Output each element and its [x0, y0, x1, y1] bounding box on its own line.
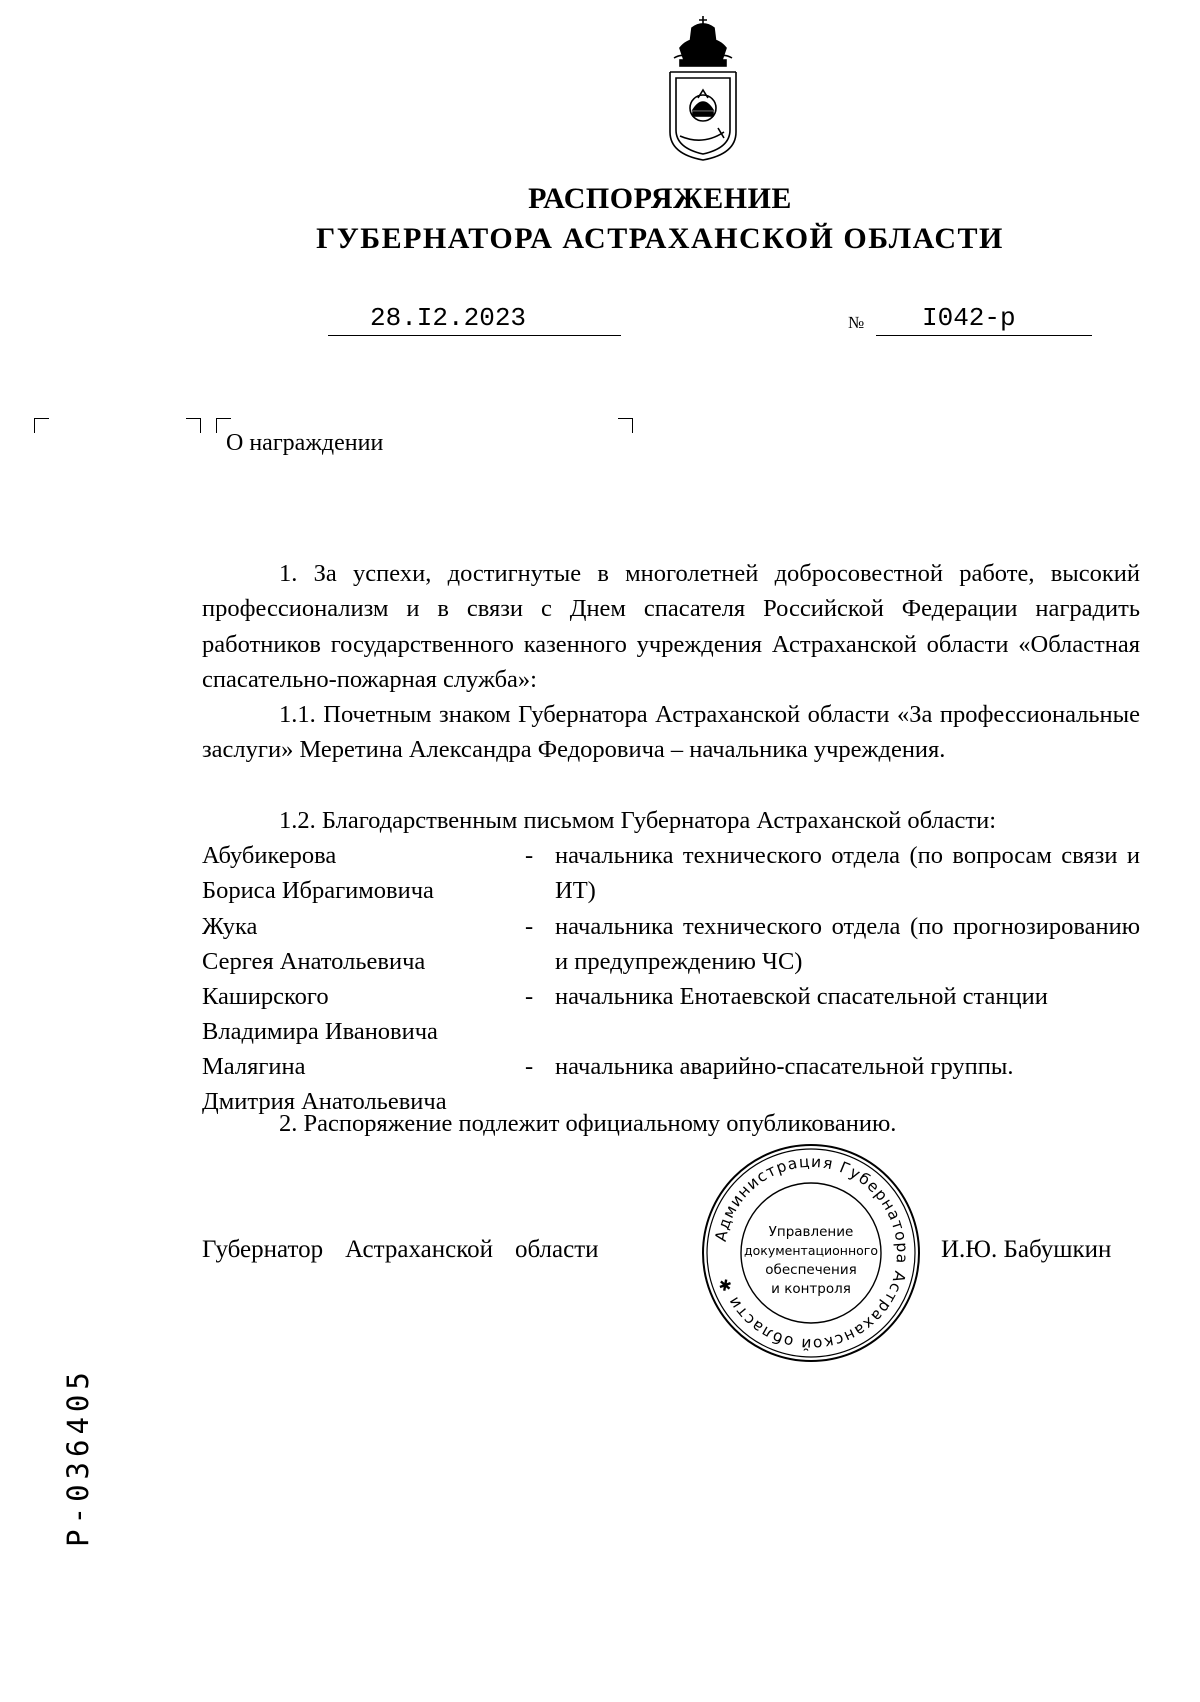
awardee-position: начальника аварийно-спасательной группы.	[555, 1053, 1014, 1081]
list-dash: -	[525, 983, 534, 1011]
seal-ring-text: Администрация Губернатора Астраханской области ✱	[711, 1152, 912, 1354]
signer-name: И.Ю. Бабушкин	[941, 1236, 1112, 1263]
corner-mark-left	[34, 418, 49, 433]
serial-number: Р-036405	[61, 1367, 95, 1547]
awardee-surname: Абубикерова	[202, 842, 337, 869]
awardee-surname: Малягина	[202, 1053, 306, 1081]
awardee-surname: Жука	[202, 912, 258, 940]
issuer-title: ГУБЕРНАТОРА АСТРАХАНСКОЙ ОБЛАСТИ	[316, 222, 1004, 255]
seal-center-line: документационного	[744, 1243, 878, 1258]
awardee-position: начальника технического отдела (по прогнозированию и предупреждению ЧС)	[555, 912, 1140, 975]
awardee-given-name: Сергея Анатольевича	[202, 947, 426, 975]
document-number: I042-р	[922, 303, 1016, 333]
list-item	[202, 838, 1140, 909]
corner-mark-subject-right-1	[186, 418, 201, 433]
paragraph-2: 2. Распоряжение подлежит официальному опубликованию.	[279, 1110, 897, 1137]
number-label: №	[848, 313, 865, 332]
corner-mark-subject-right-2	[618, 418, 633, 433]
seal-center-line: обеспечения	[765, 1262, 857, 1278]
list-dash: -	[525, 912, 534, 940]
date-underline	[328, 335, 621, 336]
awardee-list	[202, 838, 1140, 1119]
awardee-given-name: Владимира Ивановича	[202, 1018, 438, 1046]
awardee-position: начальника технического отдела (по вопросам связи и ИТ)	[555, 842, 1140, 905]
signer-position-word: области	[514, 1236, 599, 1263]
list-dash: -	[525, 1053, 534, 1081]
paragraph-1-1: 1.1. Почетным знаком Губернатора Астраханской области «За профессиональные заслуги» Меретина Александра Федоровича – начальника учреждения.	[202, 701, 1140, 764]
number-underline	[876, 335, 1092, 336]
document-subject: О награждении	[226, 430, 384, 456]
official-seal	[700, 1142, 922, 1364]
paragraph-1: 1. За успехи, достигнутые в многолетней добросовестной работе, высокий профессионализм и в связи с Днем спасателя Российской Федерации наградить работников государственного казенного учреждения Астраханской области «Областная спасательно-пожарная служба»:	[202, 560, 1140, 693]
signer-position	[202, 1236, 621, 1264]
document-date: 28.I2.2023	[370, 303, 527, 333]
awardee-given-name: Дмитрия Анатольевича	[202, 1088, 447, 1116]
list-item	[202, 909, 1140, 980]
awardee-surname: Каширского	[202, 983, 329, 1011]
awardee-position: начальника Енотаевской спасательной станции	[555, 983, 1048, 1011]
document-type-title: РАСПОРЯЖЕНИЕ	[528, 182, 792, 215]
awardee-given-name: Бориса Ибрагимовича	[202, 877, 434, 905]
seal-center-line: Управление	[768, 1224, 854, 1240]
seal-center-line: и контроля	[771, 1281, 851, 1297]
paragraph-1-2: 1.2. Благодарственным письмом Губернатора Астраханской области:	[279, 807, 997, 834]
signer-position-word: Губернатор	[202, 1236, 324, 1263]
signer-position-word: Астраханской	[345, 1236, 493, 1263]
list-item	[202, 979, 1140, 1049]
coat-of-arms-emblem	[662, 14, 744, 164]
list-dash: -	[525, 842, 534, 869]
